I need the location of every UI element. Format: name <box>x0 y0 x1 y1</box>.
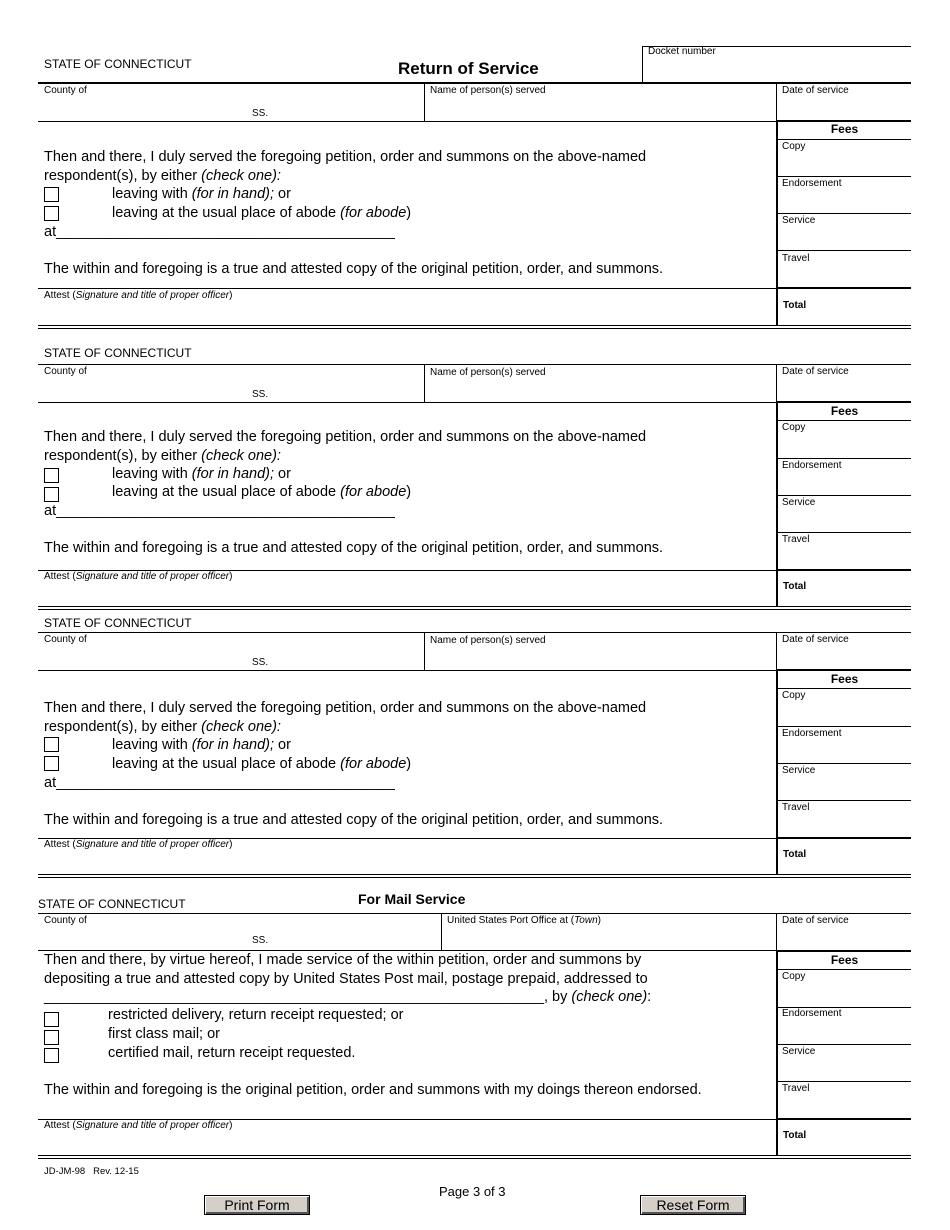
service-statement: Then and there, I duly served the foregoing petition, order and summons on the above-named respondent(s), by either (check one): <box>44 429 647 464</box>
name-served-label: Name of person(s) served <box>430 367 546 378</box>
in-hand-option: leaving with (for in hand); or <box>112 186 291 202</box>
fee-travel-label: Travel <box>782 534 810 545</box>
fees-heading: Fees <box>830 122 859 136</box>
reset-form-button[interactable]: Reset Form <box>640 1195 746 1215</box>
fee-travel-label: Travel <box>782 253 810 264</box>
attest-field[interactable] <box>44 1132 769 1154</box>
state-label: STATE OF CONNECTICUT <box>44 346 192 360</box>
attested-statement: The within and foregoing is a true and attested copy of the original petition, order, and summons. <box>44 540 664 556</box>
fee-total-label: Total <box>783 849 807 860</box>
county-label: County of <box>44 634 87 645</box>
date-of-service-label: Date of service <box>782 634 849 645</box>
in-hand-option: leaving with (for in hand); or <box>112 737 291 753</box>
county-label: County of <box>44 915 87 926</box>
ss-label: SS. <box>252 935 269 946</box>
certified-mail-checkbox[interactable] <box>44 1048 59 1063</box>
restricted-delivery-option: restricted delivery, return receipt requested; or <box>108 1007 404 1023</box>
form-id: JD-JM-98 Rev. 12-15 <box>44 1166 139 1177</box>
at-line: at__________________________________________ <box>44 775 395 791</box>
mail-attested-statement: The within and foregoing is the original petition, order and summons with my doings thereon endorsed. <box>44 1082 702 1098</box>
date-of-service-label: Date of service <box>782 85 849 96</box>
mail-service-statement: Then and there, by virtue hereof, I made service of the within petition, order and summons by depositing a true and attested copy by United States Post mail, postage prepaid, addressed to ______________________________________________________________, by (check one): <box>44 952 652 1005</box>
attest-label: Attest (Signature and title of proper officer) <box>44 571 233 582</box>
state-label: STATE OF CONNECTICUT <box>44 616 192 630</box>
fee-copy-label: Copy <box>782 690 806 701</box>
print-form-button[interactable]: Print Form <box>204 1195 310 1215</box>
attest-label: Attest (Signature and title of proper officer) <box>44 1120 233 1131</box>
in-hand-option: leaving with (for in hand); or <box>112 466 291 482</box>
attested-statement: The within and foregoing is a true and attested copy of the original petition, order, and summons. <box>44 261 664 277</box>
ss-label: SS. <box>252 657 269 668</box>
fee-service-label: Service <box>782 1046 816 1057</box>
abode-option: leaving at the usual place of abode (for abode) <box>112 756 412 772</box>
fee-travel-label: Travel <box>782 1083 810 1094</box>
post-office-label: United States Port Office at (Town) <box>447 915 601 926</box>
attest-label: Attest (Signature and title of proper officer) <box>44 839 233 850</box>
first-class-checkbox[interactable] <box>44 1030 59 1045</box>
fee-copy-label: Copy <box>782 971 806 982</box>
fee-total-label: Total <box>783 1130 807 1141</box>
docket-number-label: Docket number <box>648 46 716 57</box>
abode-option: leaving at the usual place of abode (for abode) <box>112 484 412 500</box>
fee-endorsement-label: Endorsement <box>782 728 842 739</box>
county-label: County of <box>44 366 87 377</box>
attest-field[interactable] <box>44 851 769 873</box>
page-title: Return of Service <box>398 59 539 78</box>
fees-heading: Fees <box>830 953 859 967</box>
fee-copy-label: Copy <box>782 422 806 433</box>
ss-label: SS. <box>252 108 269 119</box>
mail-service-title: For Mail Service <box>358 891 466 907</box>
ss-label: SS. <box>252 389 269 400</box>
name-served-label: Name of person(s) served <box>430 85 546 96</box>
page-number: Page 3 of 3 <box>439 1184 506 1199</box>
state-label: STATE OF CONNECTICUT <box>38 897 186 911</box>
fee-endorsement-label: Endorsement <box>782 1008 842 1019</box>
at-line: at__________________________________________ <box>44 503 395 519</box>
fees-heading: Fees <box>830 672 859 686</box>
first-class-option: first class mail; or <box>108 1026 220 1042</box>
abode-checkbox[interactable] <box>44 756 59 771</box>
abode-option: leaving at the usual place of abode (for abode) <box>112 205 412 221</box>
county-label: County of <box>44 85 87 96</box>
service-statement: Then and there, I duly served the foregoing petition, order and summons on the above-named respondent(s), by either (check one): <box>44 700 647 735</box>
in-hand-checkbox[interactable] <box>44 737 59 752</box>
fee-total-label: Total <box>783 581 807 592</box>
date-of-service-label: Date of service <box>782 915 849 926</box>
date-of-service-label: Date of service <box>782 366 849 377</box>
fee-travel-label: Travel <box>782 802 810 813</box>
certified-mail-option: certified mail, return receipt requested. <box>108 1045 356 1061</box>
attest-field[interactable] <box>44 583 769 605</box>
name-served-label: Name of person(s) served <box>430 635 546 646</box>
restricted-delivery-checkbox[interactable] <box>44 1012 59 1027</box>
fees-heading: Fees <box>830 404 859 418</box>
fee-service-label: Service <box>782 497 816 508</box>
fee-total-label: Total <box>783 300 807 311</box>
in-hand-checkbox[interactable] <box>44 468 59 483</box>
service-statement: Then and there, I duly served the foregoing petition, order and summons on the above-named respondent(s), by either (check one): <box>44 149 647 184</box>
attested-statement: The within and foregoing is a true and attested copy of the original petition, order, and summons. <box>44 812 664 828</box>
fee-endorsement-label: Endorsement <box>782 178 842 189</box>
state-label: STATE OF CONNECTICUT <box>44 57 192 71</box>
in-hand-checkbox[interactable] <box>44 187 59 202</box>
fee-endorsement-label: Endorsement <box>782 460 842 471</box>
attest-label: Attest (Signature and title of proper officer) <box>44 290 233 301</box>
fee-copy-label: Copy <box>782 141 806 152</box>
fee-service-label: Service <box>782 765 816 776</box>
attest-field[interactable] <box>44 302 769 324</box>
at-line: at__________________________________________ <box>44 224 395 240</box>
abode-checkbox[interactable] <box>44 206 59 221</box>
abode-checkbox[interactable] <box>44 487 59 502</box>
docket-number-field[interactable] <box>650 58 905 80</box>
fee-service-label: Service <box>782 215 816 226</box>
